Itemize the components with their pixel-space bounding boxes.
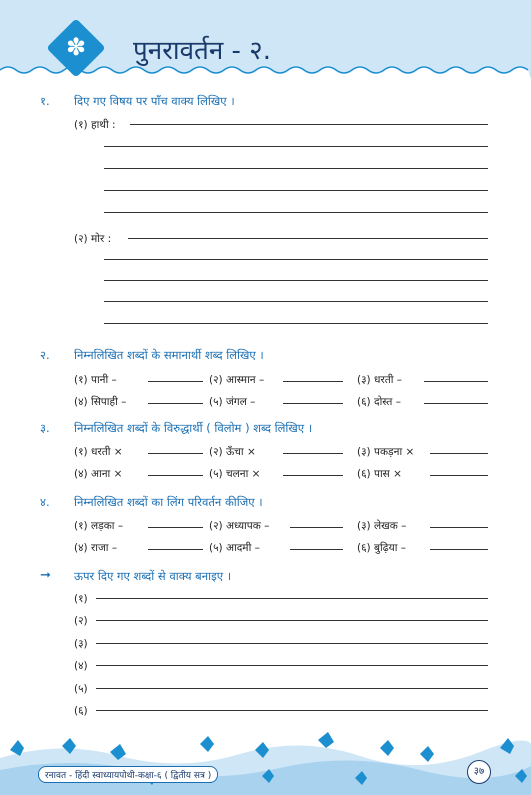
q3-word-5: (५) चलना × — [209, 468, 261, 480]
q5-item-5: (५) — [74, 683, 88, 695]
answer-line[interactable] — [430, 475, 488, 476]
answer-line[interactable] — [104, 212, 488, 213]
flower-icon: ✽ — [65, 33, 87, 61]
answer-line[interactable] — [96, 643, 488, 644]
q3-number: ३. — [40, 421, 50, 435]
answer-line[interactable] — [430, 527, 488, 528]
q3-word-2: (२) ऊँचा × — [209, 446, 256, 458]
page-number: ३७ — [467, 760, 491, 784]
q2-word-2: (२) आस्मान – — [209, 374, 265, 386]
answer-line[interactable] — [104, 280, 488, 281]
answer-line[interactable] — [148, 475, 203, 476]
answer-line[interactable] — [283, 475, 343, 476]
q2-word-5: (५) जंगल – — [209, 396, 256, 408]
answer-line[interactable] — [290, 527, 343, 528]
q2-word-4: (४) सिपाही – — [74, 396, 127, 408]
answer-line[interactable] — [96, 710, 488, 711]
answer-line[interactable] — [148, 527, 203, 528]
q5-item-3: (३) — [74, 638, 88, 650]
answer-line[interactable] — [283, 403, 343, 404]
answer-line[interactable] — [290, 549, 343, 550]
q2-word-3: (३) धरती – — [357, 374, 403, 386]
q3-word-3: (३) पकड़ना × — [357, 446, 415, 458]
q5-item-6: (६) — [74, 705, 88, 717]
footer-book-title: रनावत - हिंदी स्वाध्यायपोथी-कक्षा-६ ( द्वितीय सत्र ) — [38, 766, 218, 783]
q4-word-1: (१) लड़का – — [74, 520, 124, 532]
q1-item-2-label: (२) मोर : — [74, 233, 112, 245]
q5-item-4: (४) — [74, 660, 88, 672]
q4-word-5: (५) आदमी – — [209, 542, 260, 554]
answer-line[interactable] — [148, 403, 203, 404]
answer-line[interactable] — [104, 301, 488, 302]
answer-line[interactable] — [96, 665, 488, 666]
answer-line[interactable] — [283, 453, 343, 454]
answer-line[interactable] — [104, 190, 488, 191]
answer-line[interactable] — [104, 259, 488, 260]
q3-text: निम्नलिखित शब्दों के विरुद्धार्थी ( विलोम ) शब्द लिखिए । — [74, 421, 313, 435]
answer-line[interactable] — [96, 688, 488, 689]
q2-word-6: (६) दोस्त – — [357, 396, 401, 408]
q1-item-1-label: (१) हाथी : — [74, 119, 116, 131]
q5-text: ऊपर दिए गए शब्दों से वाक्य बनाइए । — [74, 569, 232, 583]
answer-line[interactable] — [96, 598, 488, 599]
answer-line[interactable] — [104, 323, 488, 324]
page-title: पुनरावर्तन - २. — [133, 36, 271, 66]
q4-number: ४. — [40, 495, 50, 509]
q4-text: निम्नलिखित शब्दों का लिंग परिवर्तन कीजिए । — [74, 495, 263, 509]
answer-line[interactable] — [104, 168, 488, 169]
q3-word-4: (४) आना × — [74, 468, 123, 480]
answer-line[interactable] — [96, 620, 488, 621]
q2-number: २. — [40, 348, 50, 362]
q3-word-1: (१) धरती × — [74, 446, 123, 458]
answer-line[interactable] — [283, 381, 343, 382]
answer-line[interactable] — [128, 238, 488, 239]
arrow-icon: ➞ — [40, 568, 51, 583]
q4-word-4: (४) राजा – — [74, 542, 118, 554]
answer-line[interactable] — [424, 403, 488, 404]
q4-word-2: (२) अध्यापक – — [209, 520, 270, 532]
answer-line[interactable] — [430, 549, 488, 550]
q5-item-1: (१) — [74, 593, 88, 605]
answer-line[interactable] — [148, 549, 203, 550]
answer-line[interactable] — [148, 381, 203, 382]
footer-waves — [0, 730, 531, 795]
q1-text: दिए गए विषय पर पाँच वाक्य लिखिए । — [74, 94, 235, 108]
q2-word-1: (१) पानी – — [74, 374, 117, 386]
answer-line[interactable] — [104, 146, 488, 147]
answer-line[interactable] — [430, 453, 488, 454]
answer-line[interactable] — [148, 453, 203, 454]
answer-line[interactable] — [424, 381, 488, 382]
q4-word-6: (६) बुढ़िया – — [357, 542, 407, 554]
q4-word-3: (३) लेखक – — [357, 520, 407, 532]
q3-word-6: (६) पास × — [357, 468, 402, 480]
q2-text: निम्नलिखित शब्दों के समानार्थी शब्द लिखिए । — [74, 348, 264, 362]
q5-item-2: (२) — [74, 615, 88, 627]
answer-line[interactable] — [130, 124, 488, 125]
q1-number: १. — [40, 94, 50, 108]
